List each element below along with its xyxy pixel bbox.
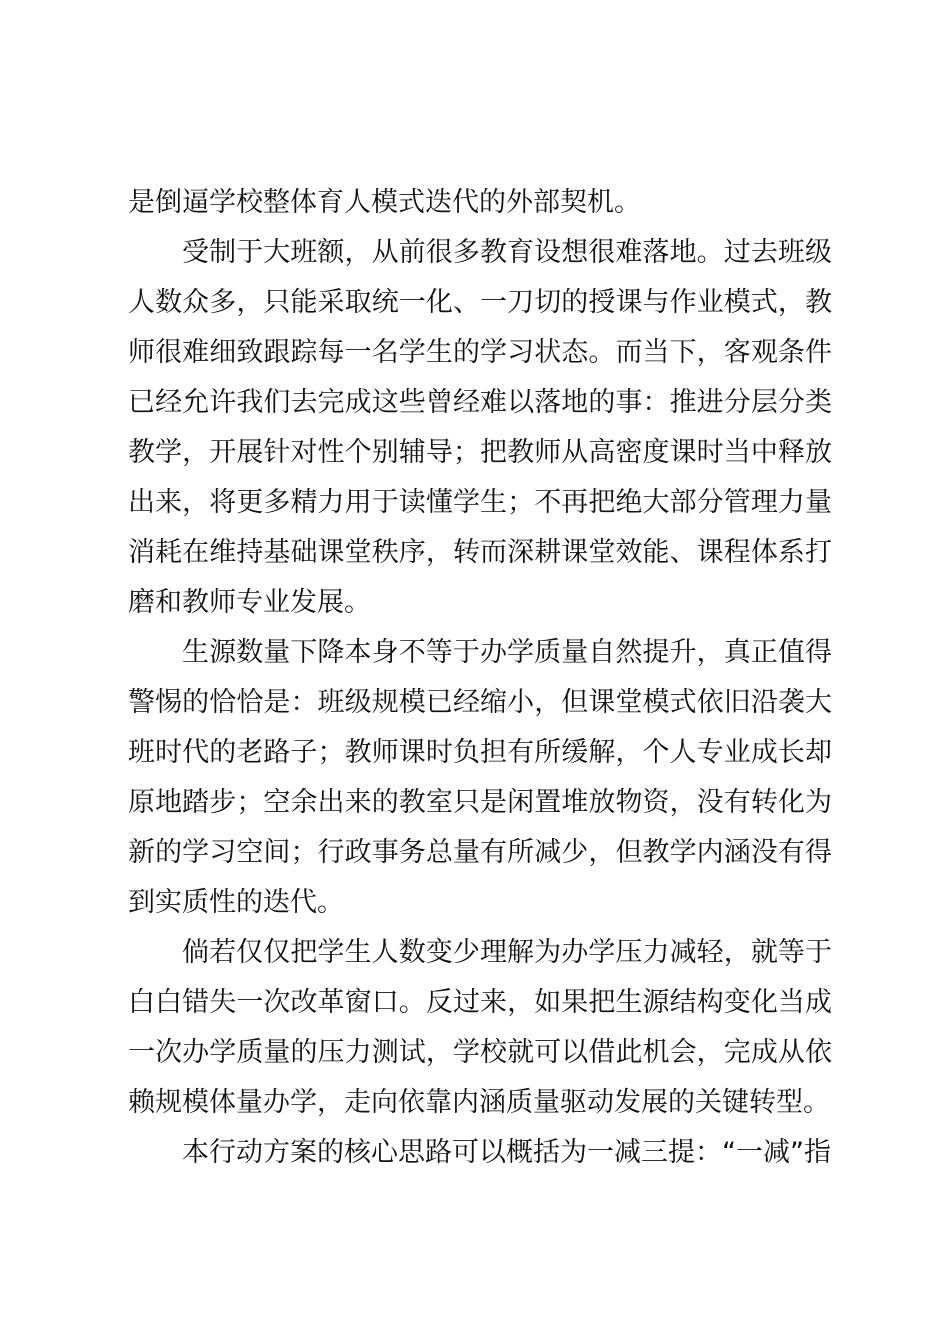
paragraph-enrollment-decline: 生源数量下降本身不等于办学质量自然提升，真正值得警惕的恰恰是：班级规模已经缩小，但课堂模式依旧沿袭大班时代的老路子；教师课时负担有所缓解，个人专业成长却原地踏步；空余出来的教室只是闲置堆放物资，没有转化为新的学习空间；行政事务总量有所减少，但教学内涵没有得到实质性的迭代。: [128, 637, 832, 918]
paragraph-continuation: 是倒逼学校整体育人模式迭代的外部契机。: [128, 187, 641, 218]
paragraph-reform-window: 倘若仅仅把学生人数变少理解为办学压力减轻，就等于白白错失一次改革窗口。反过来，如果把生源结构变化当成一次办学质量的压力测试，学校就可以借此机会，完成从依赖规模体量办学，走向依靠内涵质量驱动发展的关键转型。: [128, 937, 832, 1118]
paragraph-core-idea: 本行动方案的核心思路可以概括为一减三提：“一减”指: [182, 1137, 831, 1168]
paragraph-large-class-constraint: 受制于大班额，从前很多教育设想很难落地。过去班级人数众多，只能采取统一化、一刀切的授课与作业模式，教师很难细致跟踪每一名学生的学习状态。而当下，客观条件已经允许我们去完成这些曾经难以落地的事：推进分层分类教学，开展针对性个别辅导；把教师从高密度课时当中释放出来，将更多精力用于读懂学生；不再把绝大部分管理力量消耗在维持基础课堂秩序，转而深耕课堂效能、课程体系打磨和教师专业发展。: [128, 237, 832, 618]
document-body: [128, 178, 832, 1178]
